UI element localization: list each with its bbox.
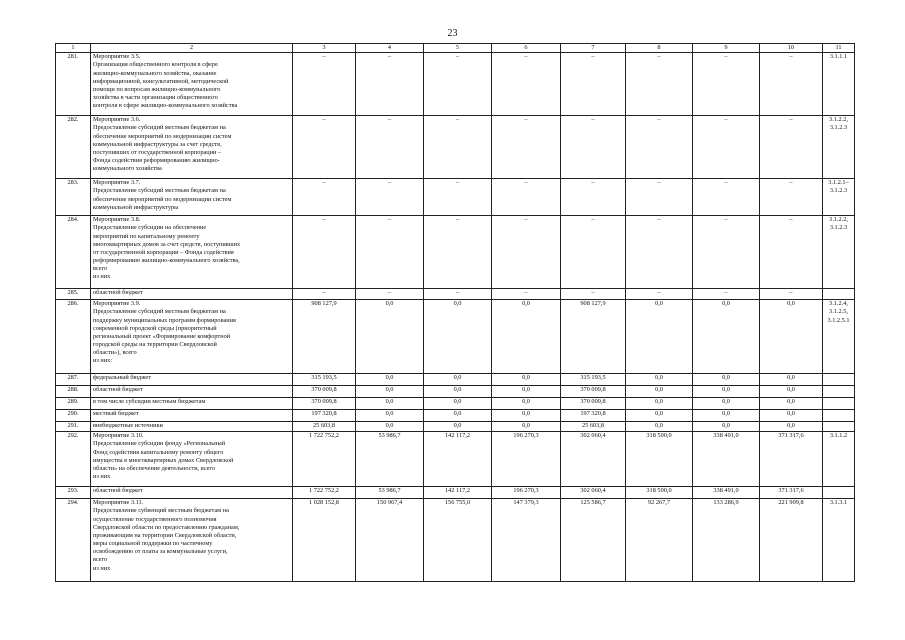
column-header: 9 xyxy=(693,44,760,53)
amount-cell: – xyxy=(693,289,760,300)
table-row xyxy=(56,216,855,289)
description-line: Организация общественного контроля в сфере xyxy=(93,61,218,69)
description-line: Фонд содействия капитальному ремонту общего xyxy=(93,448,224,456)
amount-cell: 0,0 xyxy=(760,374,823,386)
amount-cell: 0,0 xyxy=(356,398,424,410)
amount-cell: – xyxy=(293,289,356,300)
column-header: 4 xyxy=(356,44,424,53)
amount-cell: – xyxy=(492,179,561,216)
table-row xyxy=(56,410,855,422)
amount-cell: 0,0 xyxy=(626,374,693,386)
description-line: реформированию жилищно-коммунального хозяйства, xyxy=(93,257,240,265)
amount-cell: 370 009,8 xyxy=(561,386,626,398)
amount-cell: 53 986,7 xyxy=(356,432,424,487)
amount-cell: 908 127,9 xyxy=(293,300,356,374)
description-line: жилищно-коммунального хозяйства, оказание xyxy=(93,69,217,77)
row-description xyxy=(91,398,293,410)
target-code xyxy=(823,422,855,432)
amount-cell: 0,0 xyxy=(626,398,693,410)
amount-cell: 0,0 xyxy=(424,386,492,398)
description-line: освобождению от платы за коммунальные услуги, xyxy=(93,548,228,556)
amount-cell: 0,0 xyxy=(626,410,693,422)
column-header: 10 xyxy=(760,44,823,53)
amount-cell: 0,0 xyxy=(693,300,760,374)
amount-cell: 0,0 xyxy=(626,422,693,432)
target-code: 3.1.2.2, 3.1.2.3 xyxy=(823,216,855,289)
amount-cell: – xyxy=(356,289,424,300)
description-line: Мероприятие 3.10. xyxy=(93,432,144,440)
amount-cell: 1 028 152,8 xyxy=(293,499,356,582)
row-description xyxy=(91,179,293,216)
amount-cell: 221 909,8 xyxy=(760,499,823,582)
amount-cell: – xyxy=(626,116,693,179)
amount-cell: 147 379,3 xyxy=(492,499,561,582)
amount-cell: 133 286,9 xyxy=(693,499,760,582)
target-code xyxy=(823,410,855,422)
table-row xyxy=(56,53,855,116)
amount-cell: 197 320,8 xyxy=(293,410,356,422)
amount-cell: 0,0 xyxy=(693,374,760,386)
amount-cell: 302 060,4 xyxy=(561,487,626,499)
amount-cell: 0,0 xyxy=(424,422,492,432)
row-number: 283. xyxy=(56,179,91,216)
description-line: городской среды на территории Свердловской xyxy=(93,341,217,349)
target-code xyxy=(823,386,855,398)
amount-cell: 315 193,5 xyxy=(561,374,626,386)
amount-cell: 0,0 xyxy=(492,300,561,374)
amount-cell: 0,0 xyxy=(760,410,823,422)
description-line: Предоставление субсидии фонду «Региональный xyxy=(93,440,226,448)
target-code: 3.1.2.2, 3.1.2.3 xyxy=(823,116,855,179)
row-number: 281. xyxy=(56,53,91,116)
amount-cell: 371 317,6 xyxy=(760,432,823,487)
amount-cell: 156 755,0 xyxy=(424,499,492,582)
amount-cell: – xyxy=(693,179,760,216)
row-number: 294. xyxy=(56,499,91,582)
amount-cell: – xyxy=(760,289,823,300)
amount-cell: 0,0 xyxy=(424,398,492,410)
row-description xyxy=(91,374,293,386)
amount-cell: 0,0 xyxy=(356,374,424,386)
description-line: Фонда содействия реформированию жилищно- xyxy=(93,157,220,165)
description-line: многоквартирных домов за счет средств, поступивших xyxy=(93,240,241,248)
amount-cell: 53 986,7 xyxy=(356,487,424,499)
amount-cell: – xyxy=(693,53,760,116)
table-row xyxy=(56,116,855,179)
column-header: 6 xyxy=(492,44,561,53)
description-line: внебюджетные источники xyxy=(93,422,163,430)
table-row xyxy=(56,300,855,374)
amount-cell: – xyxy=(293,116,356,179)
row-number: 286. xyxy=(56,300,91,374)
amount-cell: 0,0 xyxy=(424,300,492,374)
amount-cell: 125 586,7 xyxy=(561,499,626,582)
amount-cell: – xyxy=(424,216,492,289)
amount-cell: – xyxy=(626,53,693,116)
row-description xyxy=(91,116,293,179)
description-line: Предоставление субсидии на обеспечение xyxy=(93,224,207,232)
row-number: 287. xyxy=(56,374,91,386)
amount-cell: 0,0 xyxy=(693,386,760,398)
amount-cell: 0,0 xyxy=(424,410,492,422)
amount-cell: 338 491,0 xyxy=(693,487,760,499)
column-header: 5 xyxy=(424,44,492,53)
amount-cell: – xyxy=(424,289,492,300)
amount-cell: – xyxy=(561,216,626,289)
description-line: области»), всего xyxy=(93,349,137,357)
amount-cell: – xyxy=(561,53,626,116)
amount-cell: – xyxy=(492,116,561,179)
amount-cell: 0,0 xyxy=(356,410,424,422)
description-line: коммунальной инфраструктуры за счет средств, xyxy=(93,140,222,148)
description-line: Мероприятие 3.9. xyxy=(93,300,141,308)
target-code: 3.1.1.1 xyxy=(823,53,855,116)
amount-cell: – xyxy=(492,289,561,300)
description-line: поддержку муниципальных программ формирования xyxy=(93,316,236,324)
description-line: Мероприятие 3.7. xyxy=(93,179,141,187)
description-line: помощи по вопросам жилищно-коммунального xyxy=(93,85,221,93)
column-header: 7 xyxy=(561,44,626,53)
description-line: федеральный бюджет xyxy=(93,374,151,382)
description-line: Мероприятие 3.6. xyxy=(93,116,141,124)
amount-cell: 0,0 xyxy=(492,386,561,398)
amount-cell: 318 500,0 xyxy=(626,432,693,487)
description-line: Мероприятие 3.5. xyxy=(93,53,141,61)
amount-cell: – xyxy=(693,116,760,179)
amount-cell: 370 009,8 xyxy=(561,398,626,410)
amount-cell: 0,0 xyxy=(492,422,561,432)
amount-cell: – xyxy=(492,53,561,116)
amount-cell: 0,0 xyxy=(693,422,760,432)
amount-cell: 370 009,8 xyxy=(293,386,356,398)
description-line: всего xyxy=(93,265,108,273)
row-description xyxy=(91,410,293,422)
amount-cell: – xyxy=(693,216,760,289)
description-line: современной городской среды (приоритетный xyxy=(93,324,217,332)
target-code: 3.1.3.1 xyxy=(823,499,855,582)
amount-cell: 1 722 752,2 xyxy=(293,432,356,487)
target-code: 3.1.2.1–3.1.2.3 xyxy=(823,179,855,216)
description-line: коммунального хозяйства xyxy=(93,165,162,173)
amount-cell: 0,0 xyxy=(492,374,561,386)
amount-cell: 0,0 xyxy=(760,386,823,398)
amount-cell: – xyxy=(760,53,823,116)
column-header: 8 xyxy=(626,44,693,53)
table-row xyxy=(56,398,855,410)
description-line: от государственной корпорации – Фонда содействия xyxy=(93,248,234,256)
description-line: контроля в сфере жилищно-коммунального хозяйства xyxy=(93,102,238,110)
amount-cell: – xyxy=(760,179,823,216)
description-line: Свердловской области по предоставлению гражданам, xyxy=(93,523,240,531)
table-row xyxy=(56,289,855,300)
amount-cell: 0,0 xyxy=(760,422,823,432)
row-number: 293. xyxy=(56,487,91,499)
amount-cell: 0,0 xyxy=(693,398,760,410)
amount-cell: – xyxy=(293,53,356,116)
amount-cell: 302 060,4 xyxy=(561,432,626,487)
amount-cell: 142 117,2 xyxy=(424,487,492,499)
program-table xyxy=(55,43,855,582)
amount-cell: 0,0 xyxy=(424,374,492,386)
amount-cell: – xyxy=(293,179,356,216)
row-description xyxy=(91,300,293,374)
amount-cell: – xyxy=(626,179,693,216)
description-line: имущества в многоквартирных домах Свердловской xyxy=(93,456,234,464)
amount-cell: 1 722 752,2 xyxy=(293,487,356,499)
amount-cell: 196 270,3 xyxy=(492,487,561,499)
table-row xyxy=(56,374,855,386)
row-description xyxy=(91,386,293,398)
description-line: региональный проект «Формирование комфортной xyxy=(93,332,231,340)
description-line: осуществление государственного полномочия xyxy=(93,515,217,523)
target-code: 3.1.1.2 xyxy=(823,432,855,487)
description-line: поступивших от государственной корпорации – xyxy=(93,148,222,156)
description-line: областной бюджет xyxy=(93,487,143,495)
target-code xyxy=(823,487,855,499)
description-line: информационной, консультативной, методической xyxy=(93,77,229,85)
amount-cell: 0,0 xyxy=(356,300,424,374)
amount-cell: 150 967,4 xyxy=(356,499,424,582)
amount-cell: – xyxy=(561,179,626,216)
description-line: областной бюджет xyxy=(93,386,143,394)
amount-cell: 371 317,6 xyxy=(760,487,823,499)
target-code xyxy=(823,398,855,410)
table-row xyxy=(56,432,855,487)
description-line: из них xyxy=(93,273,111,281)
row-description xyxy=(91,289,293,300)
amount-cell: 0,0 xyxy=(693,410,760,422)
description-line: в том числе субсидии местным бюджетам xyxy=(93,398,206,406)
target-code xyxy=(823,374,855,386)
description-line: из них xyxy=(93,473,111,481)
amount-cell: 0,0 xyxy=(356,386,424,398)
description-line: Предоставление субсидий местным бюджетам на xyxy=(93,308,226,316)
description-line: Мероприятие 3.11. xyxy=(93,499,144,507)
page-number: 23 xyxy=(447,28,458,39)
amount-cell: 370 009,8 xyxy=(293,398,356,410)
amount-cell: 318 500,0 xyxy=(626,487,693,499)
amount-cell: – xyxy=(626,216,693,289)
target-code: 3.1.2.4, 3.1.2.5, 3.1.2.5.1 xyxy=(823,300,855,374)
description-line: из них: xyxy=(93,357,113,365)
amount-cell: – xyxy=(356,116,424,179)
amount-cell: 338 491,0 xyxy=(693,432,760,487)
description-line: всего xyxy=(93,556,108,564)
row-description xyxy=(91,499,293,582)
row-description xyxy=(91,422,293,432)
row-description xyxy=(91,487,293,499)
row-number: 289. xyxy=(56,398,91,410)
amount-cell: – xyxy=(561,289,626,300)
description-line: из них xyxy=(93,564,111,572)
amount-cell: – xyxy=(626,289,693,300)
description-line: проживающим на территории Свердловской области, xyxy=(93,531,237,539)
table-row xyxy=(56,499,855,582)
amount-cell: 0,0 xyxy=(492,398,561,410)
amount-cell: – xyxy=(424,179,492,216)
column-header: 2 xyxy=(91,44,293,53)
amount-cell: – xyxy=(356,216,424,289)
amount-cell: 0,0 xyxy=(356,422,424,432)
table-row xyxy=(56,386,855,398)
amount-cell: – xyxy=(424,116,492,179)
row-description xyxy=(91,432,293,487)
amount-cell: 25 603,8 xyxy=(293,422,356,432)
description-line: коммунальной инфраструктуры xyxy=(93,203,179,211)
row-number: 282. xyxy=(56,116,91,179)
description-line: области» на обеспечение деятельности, всего xyxy=(93,464,215,472)
row-number: 291. xyxy=(56,422,91,432)
amount-cell: 142 117,2 xyxy=(424,432,492,487)
description-line: Предоставление субсидий местным бюджетам на xyxy=(93,124,226,132)
amount-cell: 0,0 xyxy=(492,410,561,422)
description-line: хозяйства в части организации общественного xyxy=(93,94,218,102)
header-row xyxy=(56,44,855,53)
description-line: обеспечение мероприятий по модернизации систем xyxy=(93,195,232,203)
amount-cell: – xyxy=(424,53,492,116)
description-line: местный бюджет xyxy=(93,410,139,418)
amount-cell: – xyxy=(356,53,424,116)
row-number: 292. xyxy=(56,432,91,487)
amount-cell: 315 193,5 xyxy=(293,374,356,386)
row-description xyxy=(91,53,293,116)
amount-cell: – xyxy=(561,116,626,179)
description-line: меры социальной поддержки по частичному xyxy=(93,540,213,548)
amount-cell: 0,0 xyxy=(760,398,823,410)
description-line: Предоставление субвенций местным бюджетам на xyxy=(93,507,229,515)
column-header: 11 xyxy=(823,44,855,53)
amount-cell: – xyxy=(356,179,424,216)
amount-cell: 0,0 xyxy=(626,386,693,398)
description-line: Предоставление субсидий местным бюджетам на xyxy=(93,187,226,195)
description-line: областной бюджет xyxy=(93,289,143,297)
table-row xyxy=(56,487,855,499)
description-line: Мероприятие 3.8. xyxy=(93,216,141,224)
amount-cell: 92 267,7 xyxy=(626,499,693,582)
amount-cell: – xyxy=(492,216,561,289)
amount-cell: 197 320,8 xyxy=(561,410,626,422)
amount-cell: – xyxy=(760,116,823,179)
row-number: 290. xyxy=(56,410,91,422)
row-number: 284. xyxy=(56,216,91,289)
column-header: 3 xyxy=(293,44,356,53)
amount-cell: 196 270,3 xyxy=(492,432,561,487)
amount-cell: – xyxy=(760,216,823,289)
target-code xyxy=(823,289,855,300)
table-row xyxy=(56,422,855,432)
amount-cell: 25 603,8 xyxy=(561,422,626,432)
row-number: 285. xyxy=(56,289,91,300)
description-line: мероприятий по капитальному ремонту xyxy=(93,232,200,240)
description-line: обеспечение мероприятий по модернизации систем xyxy=(93,132,232,140)
row-number: 288. xyxy=(56,386,91,398)
table-row xyxy=(56,179,855,216)
row-description xyxy=(91,216,293,289)
amount-cell: 908 127,9 xyxy=(561,300,626,374)
amount-cell: 0,0 xyxy=(626,300,693,374)
amount-cell: – xyxy=(293,216,356,289)
column-header: 1 xyxy=(56,44,91,53)
amount-cell: 0,0 xyxy=(760,300,823,374)
